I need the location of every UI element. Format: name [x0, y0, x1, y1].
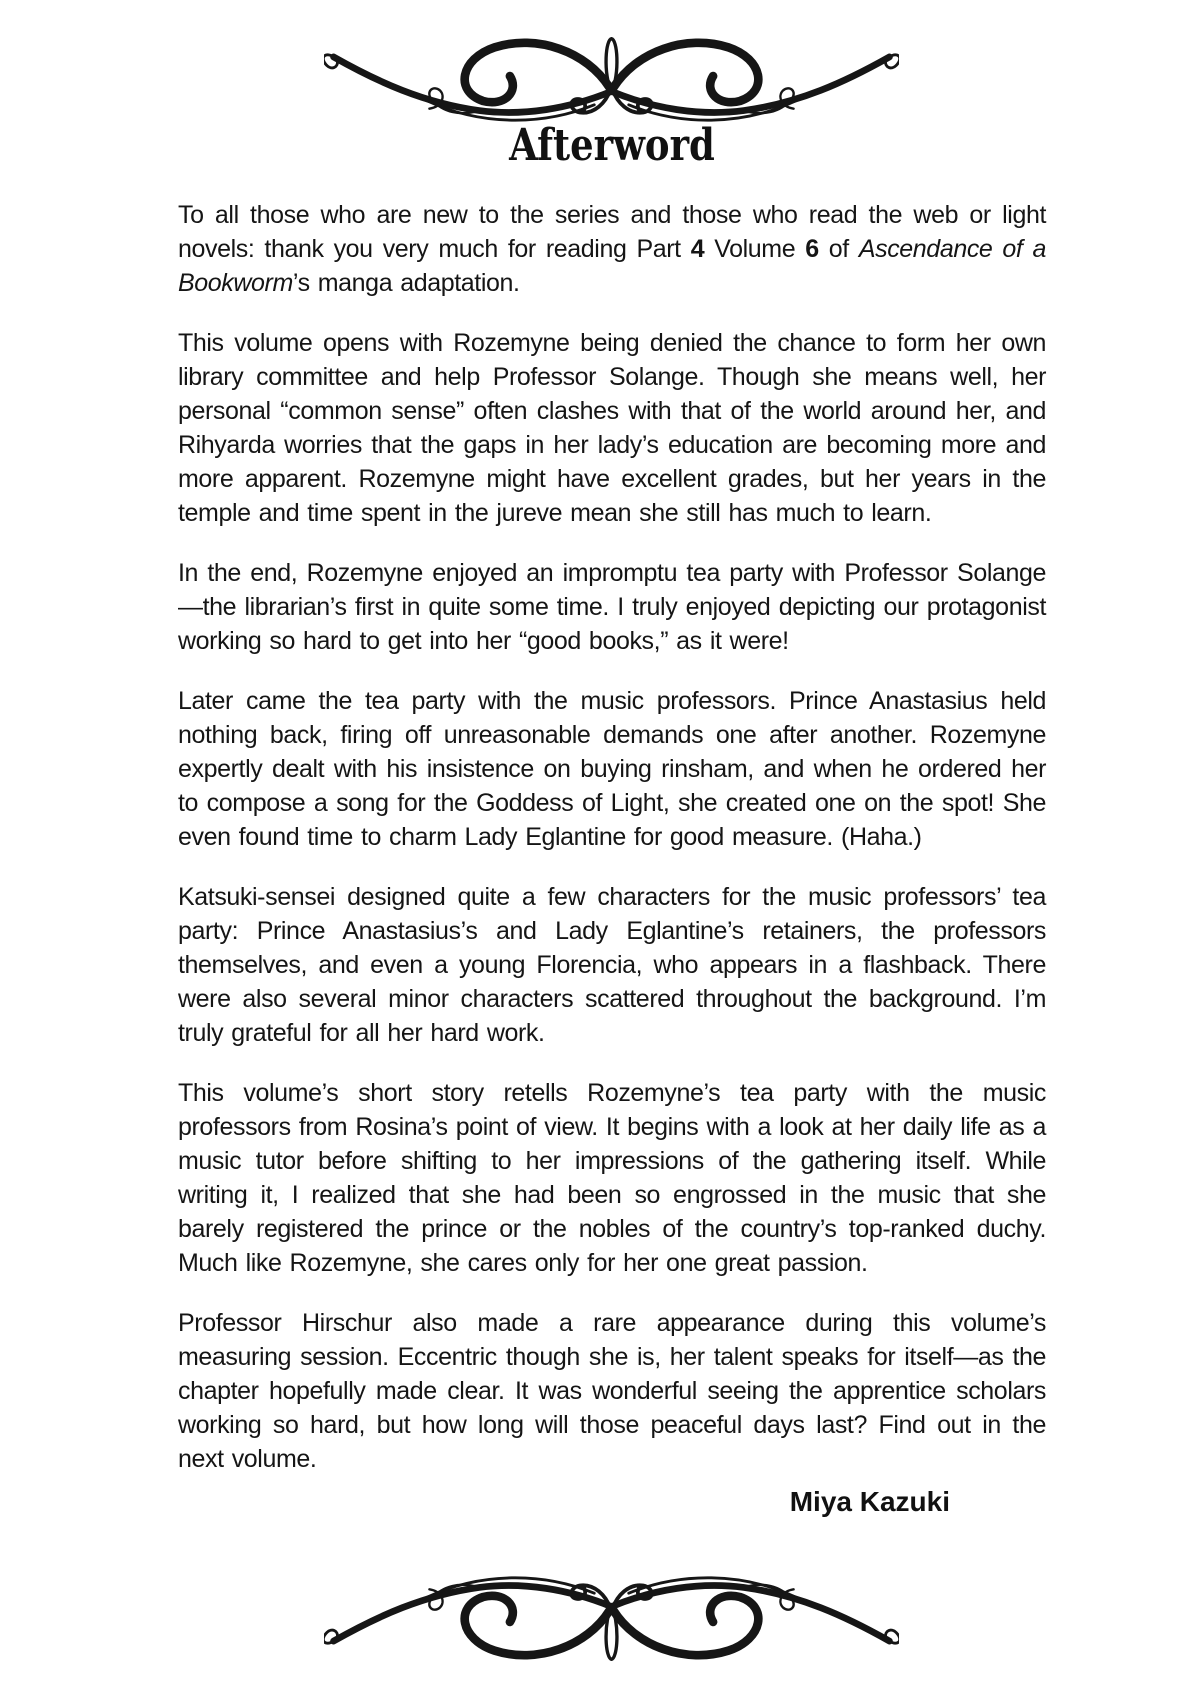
- page-title: Afterword: [509, 120, 715, 171]
- paragraph-3: In the end, Rozemyne enjoyed an impromptu tea party with Professor Solange—the librarian’s first in quite some time. I truly enjoyed depicting our protagonist working so hard to get into her “good books,” as it were!: [178, 559, 1046, 655]
- volume-number: 6: [805, 235, 819, 263]
- author-signature: Miya Kazuki: [789, 1486, 950, 1517]
- paragraph-intro-mid1: Volume: [704, 235, 806, 263]
- paragraph-2: This volume opens with Rozemyne being denied the chance to form her own library committee and help Professor Solange. Though she means well, her personal “common sense” often clashes with that of the world around her, and Rihyarda worries that the gaps in her lady’s education are becoming more and more apparent. Rozemyne might have excellent grades, but her years in the temple and time spent in the jureve mean she still has much to learn.: [178, 329, 1046, 527]
- paragraph-intro-pre: To all those who are new to the series and those who read the web or light novels: thank you very much for reading Part: [178, 201, 1046, 263]
- paragraph-4: Later came the tea party with the music professors. Prince Anastasius held nothing back, firing off unreasonable demands one after another. Rozemyne expertly dealt with his insistence on buying rinsham, and when he ordered her to compose a song for the Goddess of Light, she created one on the spot! She even found time to charm Lady Eglantine for good measure. (Haha.): [178, 687, 1046, 851]
- paragraph-6: This volume’s short story retells Rozemyne’s tea party with the music professors from Rosina’s point of view. It begins with a look at her daily life as a music tutor before shifting to her impressions of the gathering itself. While writing it, I realized that she had been so engrossed in the music that she barely registered the prince or the nobles of the country’s top-ranked duchy. Much like Rozemyne, she cares only for her one great passion.: [178, 1079, 1046, 1277]
- top-flourish-ornament: [324, 30, 899, 126]
- series-title: Ascendance of a Bookworm: [178, 235, 1046, 297]
- part-number: 4: [690, 235, 705, 263]
- calligraphic-flourish-icon: [324, 30, 899, 126]
- bottom-flourish-ornament: [324, 1572, 899, 1668]
- paragraph-intro: [178, 198, 1046, 300]
- afterword-text: [178, 198, 1046, 1518]
- paragraph-7: Professor Hirschur also made a rare appearance during this volume’s measuring session. Eccentric though she is, her talent speaks for itself—as the chapter hopefully made clear. It was wonderful seeing the apprentice scholars working so hard, but how long will those peaceful days last? Find out in the next volume.: [178, 1309, 1046, 1473]
- paragraph-intro-post: ’s manga adaptation.: [292, 269, 520, 297]
- paragraph-intro-mid2: of: [818, 235, 859, 263]
- calligraphic-flourish-icon: [324, 1572, 899, 1668]
- paragraph-5: Katsuki-sensei designed quite a few characters for the music professors’ tea party: Prince Anastasius’s and Lady Eglantine’s retainers, the professors themselves, and even a young Florencia, who appears in a flashback. There were also several minor characters scattered throughout the background. I’m truly grateful for all her hard work.: [178, 883, 1046, 1047]
